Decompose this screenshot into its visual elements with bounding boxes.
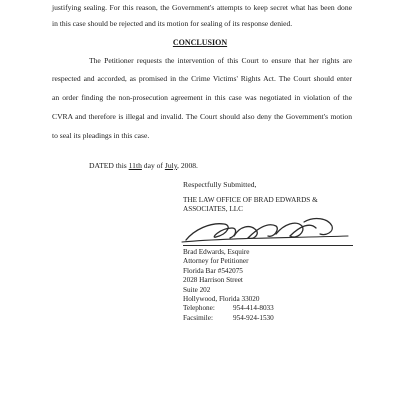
dated-month: July <box>164 161 178 170</box>
dated-day: 11th <box>128 161 142 170</box>
dated-prefix: DATED this <box>89 161 129 170</box>
closing-line: Respectfully Submitted, <box>183 180 257 189</box>
signature-rule <box>183 245 353 246</box>
facsimile-value: 954-924-1530 <box>233 313 274 322</box>
firm-name-line-2: ASSOCIATES, LLC <box>183 205 243 214</box>
handwritten-signature <box>176 212 352 248</box>
signer-name: Brad Edwards, Esquire <box>183 248 250 256</box>
signer-bar-number: Florida Bar #542075 <box>183 266 243 275</box>
conclusion-line-2: respected and accorded, as promised in the Crime Victims' Rights Act. The Court should enter <box>52 74 352 83</box>
conclusion-heading: CONCLUSION <box>172 38 228 47</box>
conclusion-line-5: to seal its pleadings in this case. <box>52 131 150 140</box>
signer-title: Attorney for Petitioner <box>183 257 249 266</box>
firm-name-line-1: THE LAW OFFICE OF BRAD EDWARDS & <box>183 196 318 204</box>
body-line-2: in this case should be rejected and its motion for sealing of its response denied. <box>52 19 293 28</box>
dated-line <box>89 161 198 171</box>
dated-suffix: , 2008. <box>177 161 198 170</box>
conclusion-line-4: CVRA and therefore is illegal and invalid. The Court should also deny the Government's motion <box>52 112 352 121</box>
signer-suite: Suite 202 <box>183 285 211 294</box>
dated-middle: day of <box>141 161 165 170</box>
contact-telephone <box>183 304 274 313</box>
contact-facsimile <box>183 314 274 323</box>
conclusion-line-3: an order finding the non-prosecution agreement in this case was negotiated in violation of the <box>52 93 352 102</box>
signer-street: 2028 Harrison Street <box>183 276 243 285</box>
conclusion-line-1: The Petitioner requests the intervention of this Court to ensure that her rights are <box>89 56 352 65</box>
telephone-label: Telephone: <box>183 304 215 313</box>
telephone-value: 954-414-8033 <box>233 304 274 313</box>
signer-city: Hollywood, Florida 33020 <box>183 295 260 304</box>
facsimile-label: Facsimile: <box>183 313 213 322</box>
body-line-1: justifying sealing. For this reason, the Government's attempts to keep secret what has been done <box>52 3 352 12</box>
signer-block <box>183 248 274 323</box>
